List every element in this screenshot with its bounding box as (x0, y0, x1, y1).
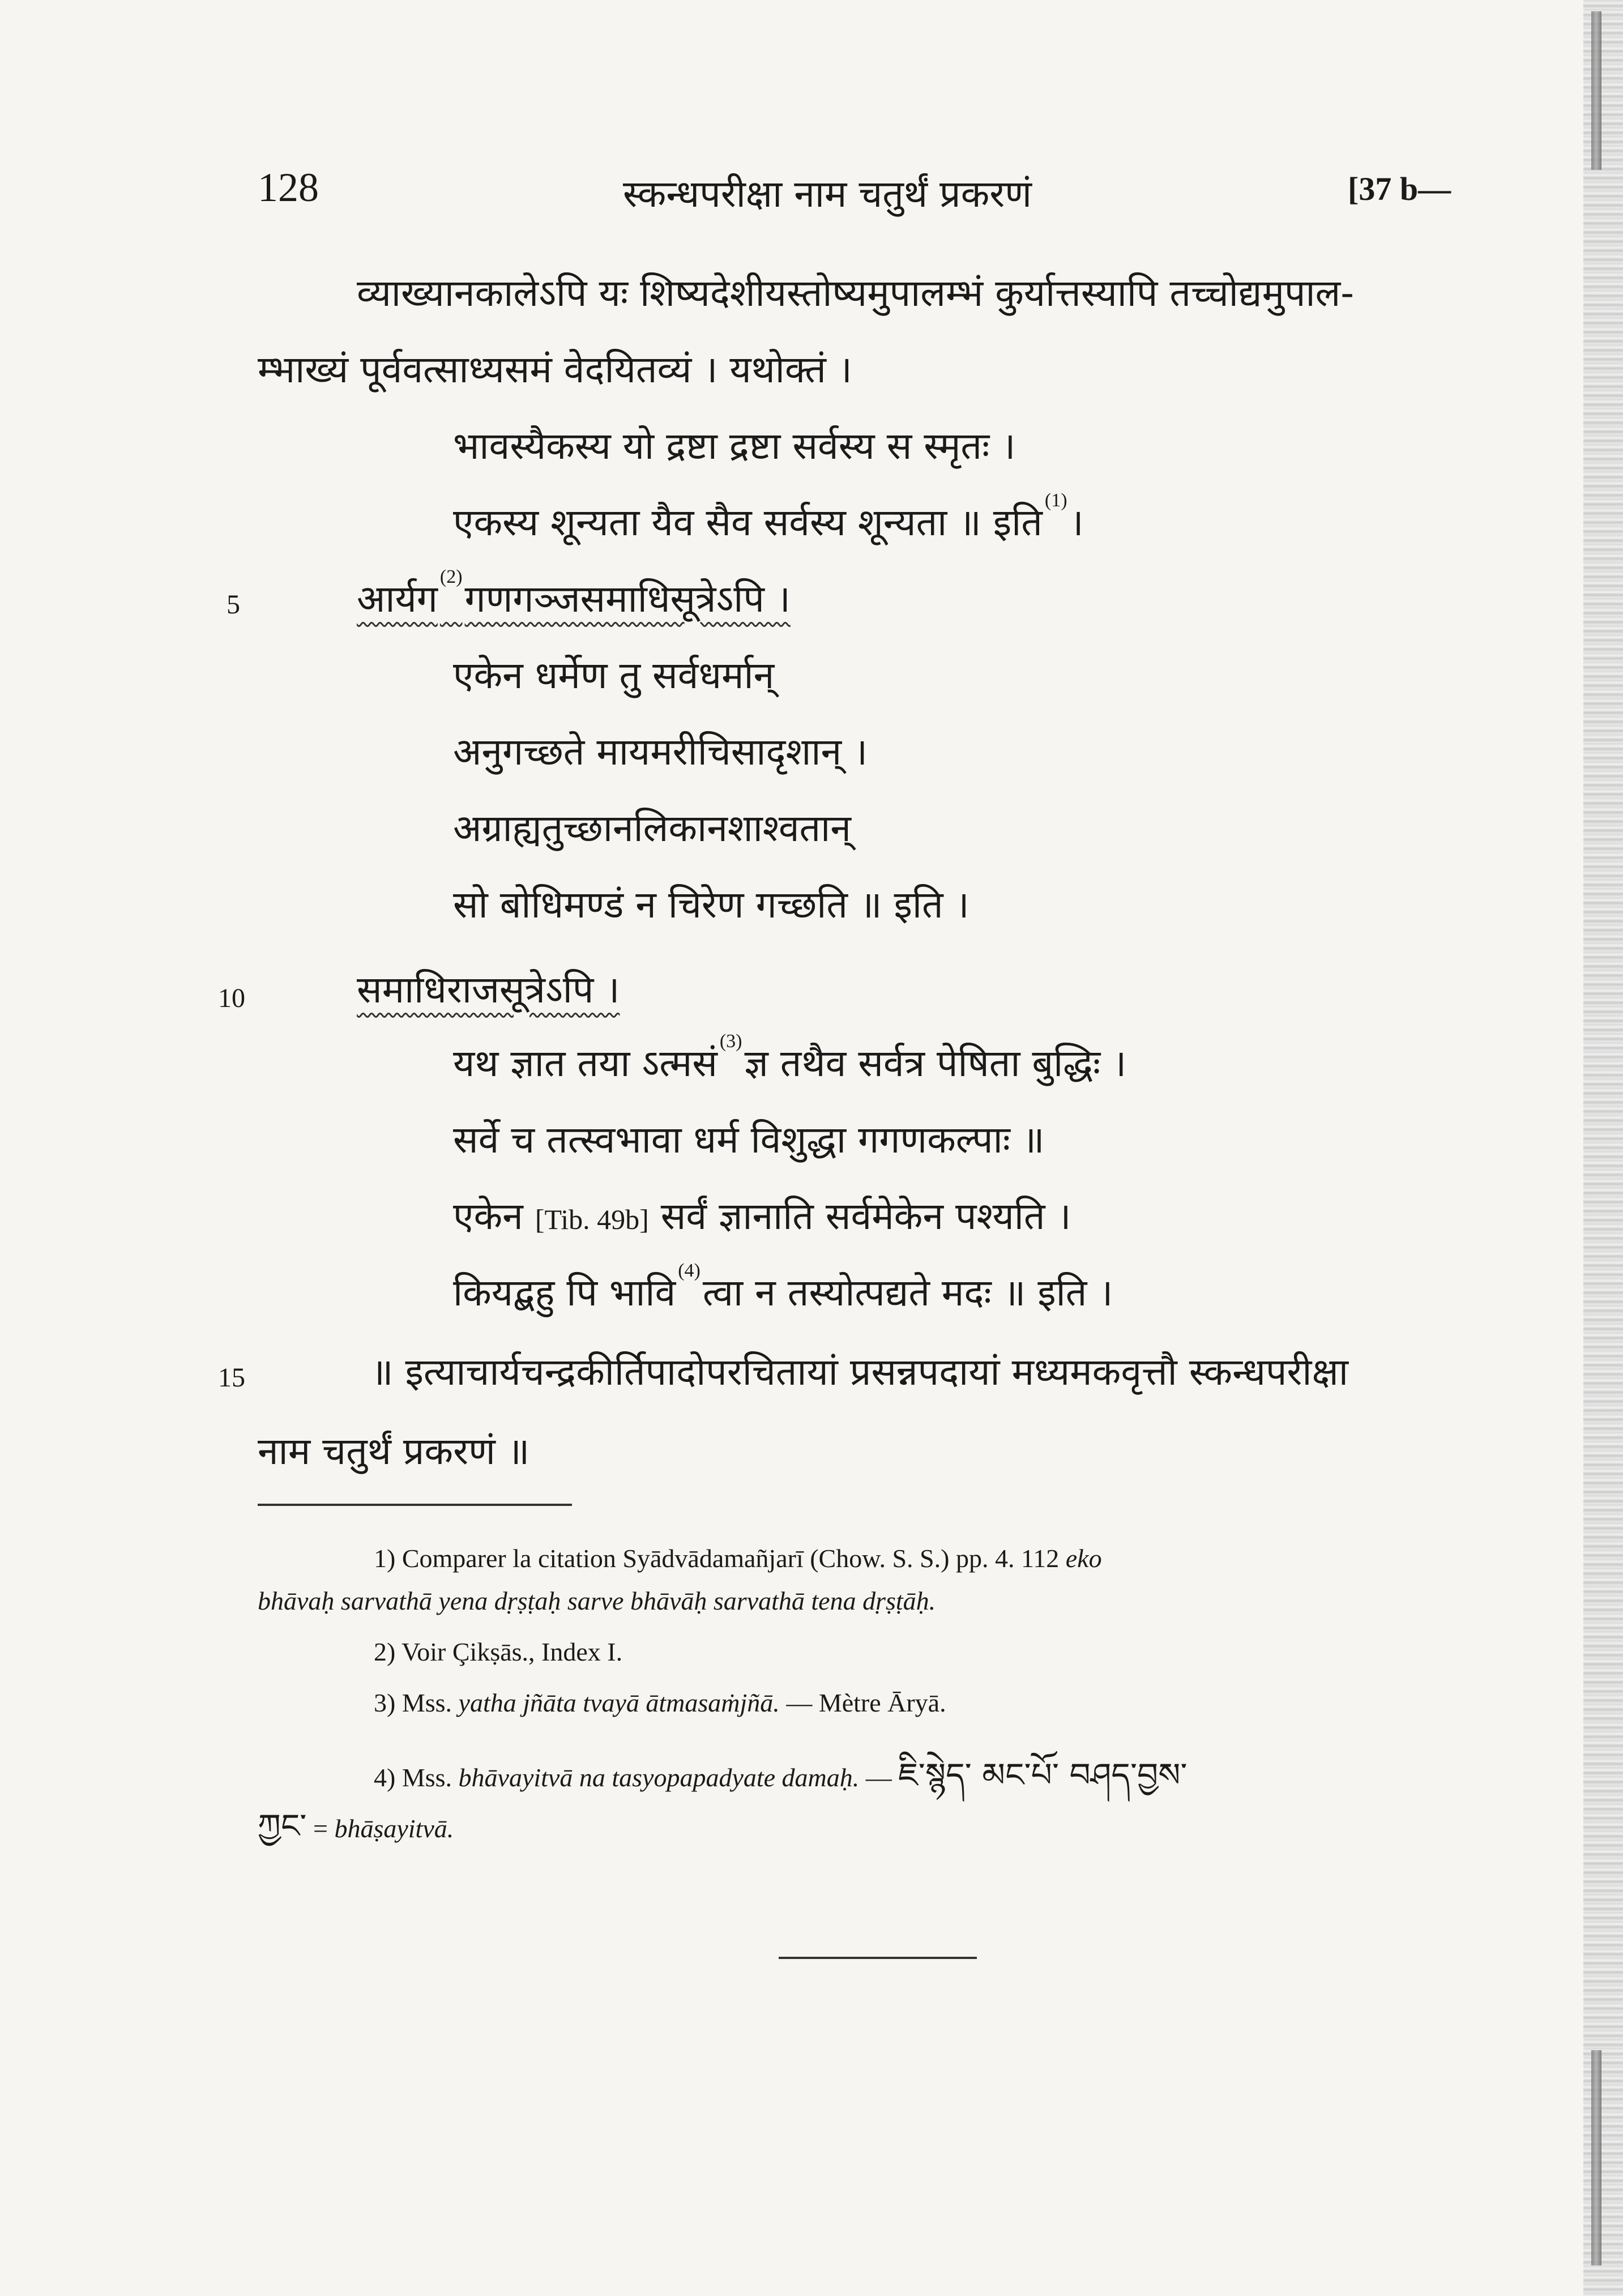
footnote-4-line-b (258, 1790, 454, 1882)
footnote-1-text: 1) Comparer la citation Syādvādamañjarī (Chow. S. S.) pp. 4. 112 (374, 1544, 1060, 1573)
footnote-4-line-a (374, 1739, 1188, 1831)
colophon-line-1: ॥ इत्याचार्यचन्द्रकीर्तिपादोपरचितायां प्रसन्नपदायां मध्यमकवृत्तौ स्कन्धपरीक्षा (371, 1350, 1348, 1394)
footnote-1-italic: eko (1065, 1544, 1102, 1573)
verse-3-line-a (453, 1031, 1127, 1087)
footnote-separator (258, 1504, 572, 1506)
line-number-15: 15 (218, 1363, 245, 1393)
source-citation-1 (357, 566, 791, 623)
footnote-3-label: 3) Mss. (374, 1688, 452, 1717)
running-title: स्कन्धपरीक्षा नाम चतुर्थं प्रकरणं (623, 172, 1032, 216)
footnote-4-label: 4) Mss. (374, 1763, 452, 1792)
folio-reference: [37 b— (1348, 170, 1451, 207)
footnote-1-line-a (374, 1543, 1102, 1573)
footnote-1-line-b: bhāvaḥ sarvathā yena dṛṣṭaḥ sarve bhāvāḥ sarvathā tena dṛṣṭāḥ. (258, 1586, 936, 1615)
footnote-4-tibetan: ཇི་སྙེད་ མང་པོ་ བཤད་བྱས་ (898, 1756, 1188, 1794)
verse-3-line-b: सर्वे च तत्स्वभावा धर्म विशुद्धा गगणकल्पाः ॥ (453, 1118, 1045, 1162)
colophon-line-2: नाम चतुर्थं प्रकरणं ॥ (258, 1429, 530, 1473)
verse-3-line-d-post: त्वा न तस्योत्पद्यते मदः ॥ इति । (702, 1271, 1113, 1315)
verse-3-line-c-pre: एकेन (453, 1194, 523, 1238)
verse-3-line-a-post: ज्ञ तथैव सर्वत्र पेषिता बुद्धिः । (744, 1042, 1127, 1085)
verse-3-line-a-pre: यथ ज्ञात तया ऽत्मसं (453, 1042, 717, 1085)
tibetan-folio-ref: [Tib. 49b] (535, 1204, 649, 1235)
footnote-4-dash: — (865, 1763, 892, 1792)
end-of-chapter-rule (779, 1957, 977, 1959)
verse-1-line-a: भावस्यैकस्य यो द्रष्टा द्रष्टा सर्वस्य स स्मृतः । (453, 424, 1016, 468)
prose-line-1: व्याख्यानकालेऽपि यः शिष्यदेशीयस्तोष्यमुपालम्भं कुर्यात्तस्यापि तच्चोद्यमुपाल- (357, 271, 1355, 315)
verse-1-danda: । (1069, 501, 1084, 544)
footnote-3 (374, 1688, 946, 1718)
scan-edge-shadow-bottom (1591, 2050, 1601, 2265)
line-number-10: 10 (218, 983, 245, 1013)
footnote-4-italic-2: bhāṣayitvā. (334, 1814, 454, 1843)
footnote-3-metre: — Mètre Āryā. (786, 1688, 946, 1717)
verse-3-line-c (453, 1189, 1071, 1240)
verse-2-line-b: अनुगच्छते मायमरीचिसादृशान् । (453, 730, 868, 774)
verse-3-line-d (453, 1260, 1113, 1317)
footnote-4-italic: bhāvayitvā na tasyopapadyate damaḥ. (458, 1763, 860, 1792)
footnote-4-equals: = (313, 1814, 328, 1843)
source-citation-2 (357, 963, 620, 1014)
prose-line-2: म्भाख्यं पूर्ववत्साध्यसमं वेदयितव्यं । यथोक्तं । (258, 348, 852, 391)
verse-1-line-b-text: एकस्य शून्यता यैव सैव सर्वस्य शून्यता ॥ इति (453, 501, 1043, 544)
source-title-1-pre: आर्यग (357, 577, 438, 621)
footnote-marker-2: (2) (439, 566, 463, 587)
footnote-3-italic: yatha jñāta tvayā ātmasaṁjñā. (458, 1688, 780, 1717)
verse-2-line-d: सो बोधिमण्डं न चिरेण गच्छति ॥ इति । (453, 883, 969, 927)
page-number: 128 (258, 165, 319, 210)
footnote-marker-3: (3) (719, 1031, 742, 1052)
source-title-2: समाधिराजसूत्रेऽपि । (357, 968, 620, 1012)
verse-3-line-d-pre: कियद्बहु पि भावि (453, 1271, 676, 1315)
footnote-marker-4: (4) (678, 1260, 701, 1281)
verse-3-line-c-post: सर्वं ज्ञानाति सर्वमेकेन पश्यति । (660, 1194, 1071, 1238)
scan-edge (1583, 0, 1623, 2296)
scan-edge-shadow-top (1591, 11, 1601, 170)
footnote-marker-1: (1) (1044, 490, 1067, 511)
footnote-4-tibetan-2: ཀྱང་ (258, 1807, 307, 1845)
source-title-1-post: गणगञ्जसमाधिसूत्रेऽपि । (464, 577, 791, 621)
footnote-2: 2) Voir Çikṣās., Index I. (374, 1637, 623, 1666)
verse-2-line-c: अग्राह्यतुच्छानलिकानशाश्वतान् (453, 806, 851, 850)
source-title-1 (357, 566, 791, 621)
verse-1-line-b (453, 490, 1084, 547)
verse-2-line-a: एकेन धर्मेण तु सर्वधर्मान् (453, 654, 775, 697)
line-number-5: 5 (227, 590, 240, 620)
